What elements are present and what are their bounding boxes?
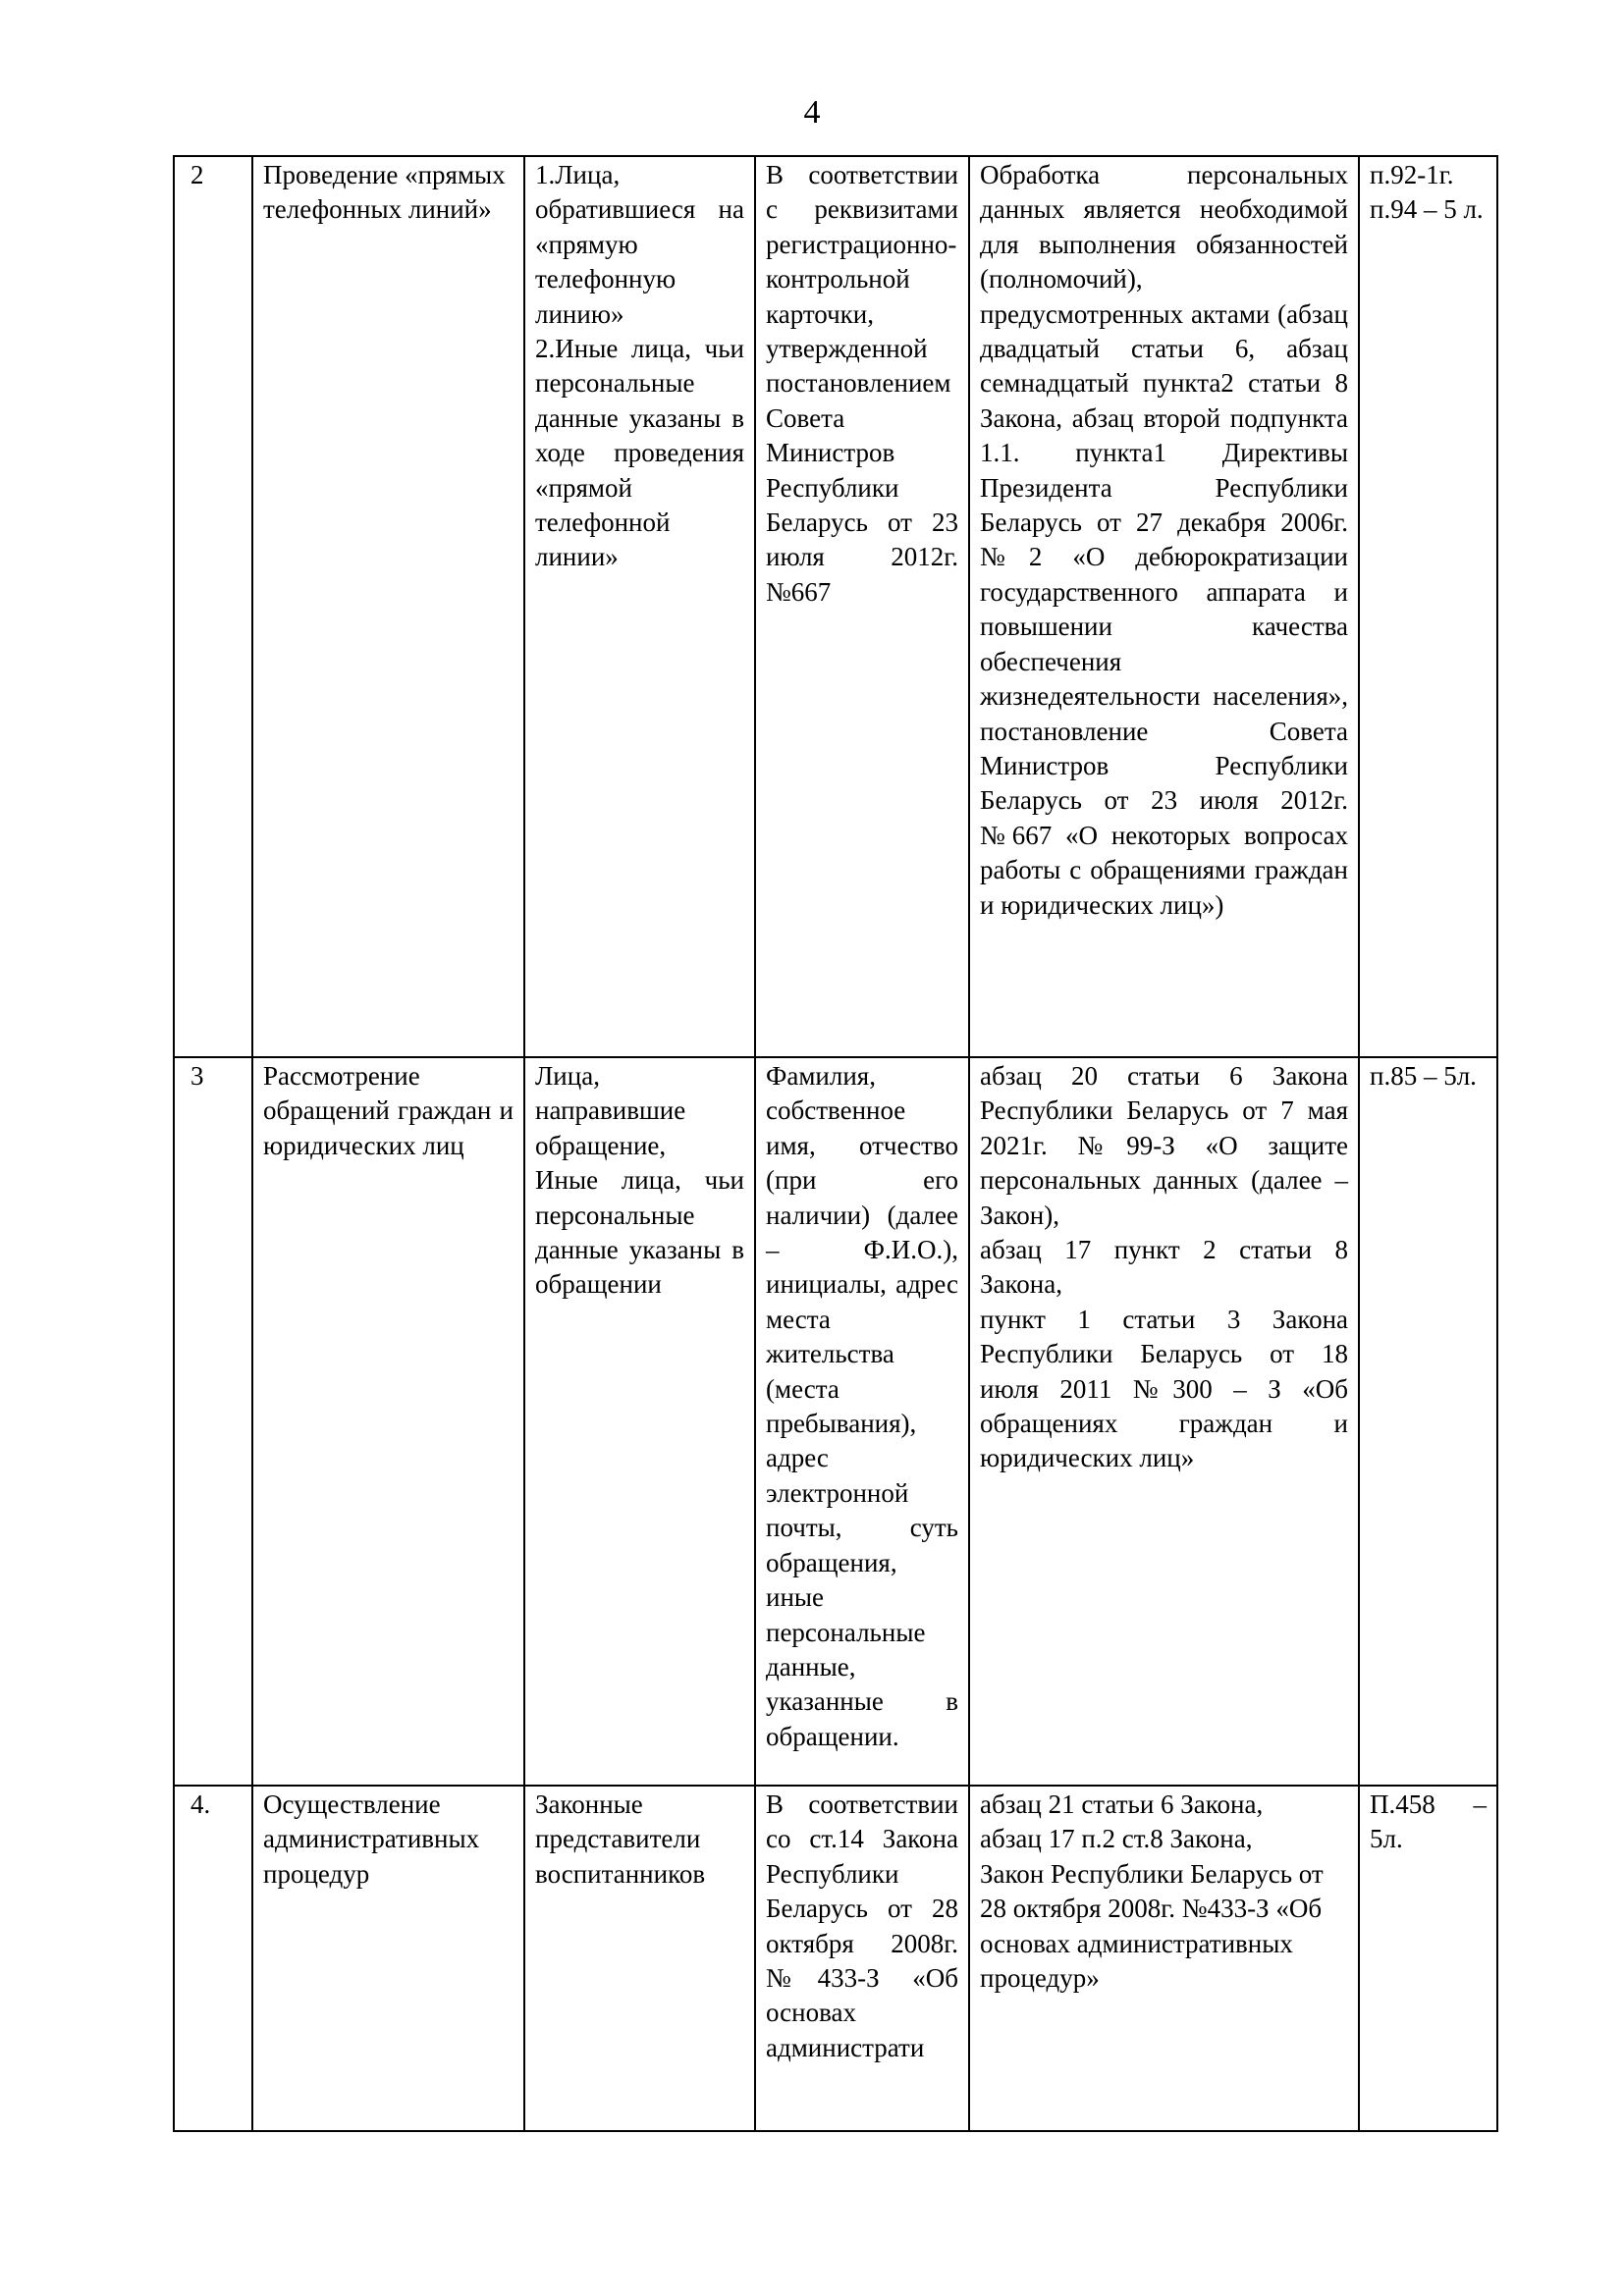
legal-basis-cell [969, 156, 1359, 1057]
subject-item: Лица, направившие обращение, [535, 1061, 686, 1160]
retention-term-cell: п.92-1г. п.94 – 5 л. [1359, 156, 1497, 1057]
table-row [174, 1057, 1497, 1786]
basis-item: Закон Республики Беларусь от 28 октября 2008г. №433-З «Об основах административных процедур» [980, 1858, 1324, 1994]
subjects-cell [524, 1786, 755, 2131]
legal-basis-cell [969, 1057, 1359, 1786]
subject-item: 2.Иные лица, чьи персональные данные указаны в ходе проведения «прямой телефонной линии» [535, 334, 744, 572]
basis-item: Обработка персональных данных является необходимой для выполнения обязанностей (полномочий), предусмотренных актами (абзац двадцатый статьи 6, абзац семнадцатый пункта2 статьи 8 Закона, абзац второй подпункта 1.1. пункта1 Директивы Президента Республики Беларусь от 27 декабря 2006г. №2 «О дебюрократизации государственного аппарата и повышении качества обеспечения жизнедеятельности населения», постановление Совета Министров Республики Беларусь от 23 июля 2012г. №667 «О некоторых вопросах работы с обращениями граждан и юридических лиц») [980, 160, 1348, 920]
table-row [174, 1786, 1497, 2131]
subject-item: 1.Лица, обратившиеся на «прямую телефонную линию» [535, 160, 744, 329]
data-item: В соответствии с реквизитами регистрационно-контрольной карточки, утвержденной постановлением Совета Министров Республики Беларусь от 23 июля 2012г. №667 [766, 160, 958, 607]
basis-item: абзац 17 пункт 2 статьи 8 Закона, [980, 1235, 1348, 1300]
data-list-cell [755, 156, 969, 1057]
retention-term-cell: п.85 – 5л. [1359, 1057, 1497, 1786]
table-row [174, 156, 1497, 1057]
basis-item: абзац 20 статьи 6 Закона Республики Беларусь от 7 мая 2021г. №99-З «О защите персональных данных (далее – Закон), [980, 1061, 1348, 1230]
row-number-cell: 4. [174, 1786, 252, 2131]
row-number-cell: 2 [174, 156, 252, 1057]
basis-item: пункт 1 статьи 3 Закона Республики Беларусь от 18 июля 2011 №300 – З «Об обращениях граждан и юридических лиц» [980, 1304, 1348, 1473]
subject-item: Законные представители воспитанников [535, 1789, 706, 1889]
basis-item: абзац 21 статьи 6 Закона, [980, 1789, 1264, 1819]
process-cell: Рассмотрение обращений граждан и юридических лиц [252, 1057, 524, 1786]
subject-item: Иные лица, чьи персональные данные указаны в обращении [535, 1165, 744, 1300]
data-item: В соответствии со ст.14 Закона Республики Беларусь от 28 октября 2008г. №433-З «Об основах администрати [766, 1789, 958, 2062]
process-cell: Проведение «прямых телефонных линий» [252, 156, 524, 1057]
data-list-cell [755, 1057, 969, 1786]
data-item: Фамилия, собственное имя, отчество (при его наличии) (далее – Ф.И.О.), инициалы, адрес места жительства (места пребывания), [766, 1061, 958, 1439]
basis-item: абзац 17 п.2 ст.8 Закона, [980, 1824, 1253, 1854]
page-number: 4 [803, 94, 821, 131]
subjects-cell [524, 1057, 755, 1786]
process-cell: Осуществление административных процедур [252, 1786, 524, 2131]
registry-table [173, 155, 1498, 2132]
data-item: адрес электронной почты, суть обращения, иные персональные данные, указанные в обращении. [766, 1443, 958, 1751]
legal-basis-cell [969, 1786, 1359, 2131]
subjects-cell [524, 156, 755, 1057]
row-number-cell: 3 [174, 1057, 252, 1786]
data-list-cell [755, 1786, 969, 2131]
retention-term-cell: П.458 – 5л. [1359, 1786, 1497, 2131]
